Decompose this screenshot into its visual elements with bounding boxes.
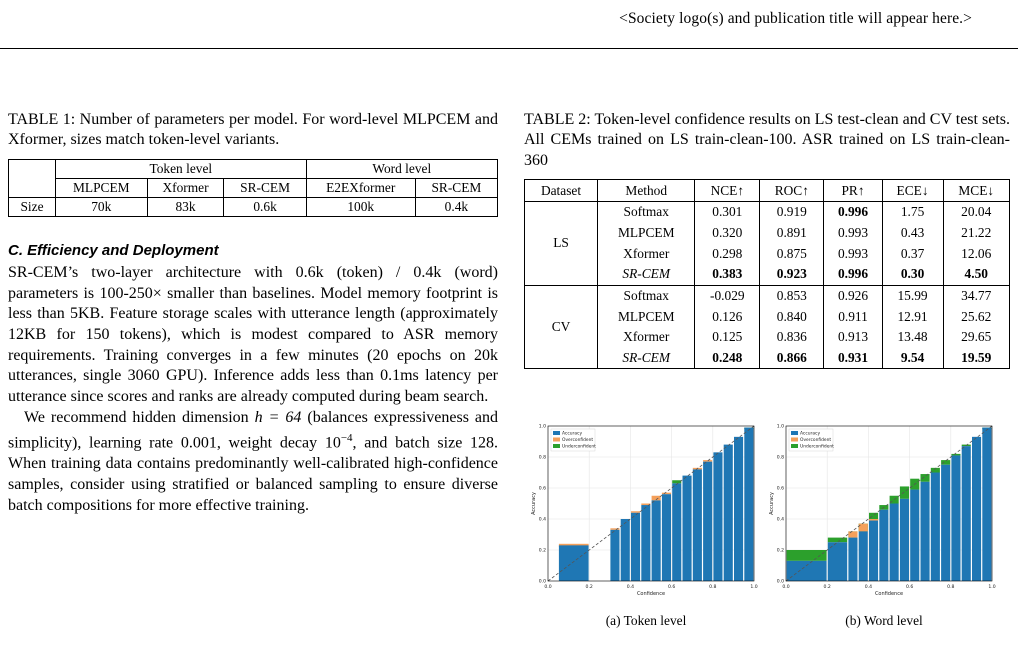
accuracy-bar <box>652 500 661 581</box>
subcaption-word: (b) Word level <box>845 613 923 628</box>
table1-col-header: E2EXformer <box>306 178 415 197</box>
y-tick-label: 0.6 <box>776 486 784 492</box>
y-tick-label: 0.4 <box>776 517 784 523</box>
y-tick-label: 0.4 <box>538 517 546 523</box>
value-cell: 21.22 <box>943 223 1010 244</box>
value-cell: 0.125 <box>695 327 760 348</box>
y-tick-label: 0.6 <box>538 486 546 492</box>
table1-row-label: Size <box>9 197 56 216</box>
accuracy-bar <box>859 531 868 581</box>
table1-caption: TABLE 1: Number of parameters per model. For word-level MLPCEM and Xformer, sizes match token-level variants. <box>8 111 498 149</box>
overconfident-bar <box>869 519 878 521</box>
legend-label: Accuracy <box>562 431 583 437</box>
y-tick-label: 0.0 <box>776 579 784 585</box>
para2-text: , and batch size 128. When training data contains predominantly well-calibrated high-confidence samples, consider using stratified or balanced sampling to ensure diverse batch compositions for more effective training. <box>8 434 499 514</box>
value-cell: 0.913 <box>824 327 882 348</box>
table1-cell: 83k <box>147 197 224 216</box>
value-cell: 0.875 <box>760 243 824 264</box>
accuracy-bar <box>951 455 960 581</box>
value-cell: 0.993 <box>824 223 882 244</box>
underconfident-bar <box>941 460 950 465</box>
table-row <box>525 223 1010 244</box>
paragraph-efficiency: SR-CEM’s two-layer architecture with 0.6k (token) / 0.4k (word) parameters is 100-250× smaller than baselines. Model memory footprint is less than 5KB. Feature storage scales with utterance length (approximately 12KB for 150 tokens), which is modest compared to ASR memory requirements. Training converges in a few minutes (20 epochs on 20k utterances, single 3060 GPU). Inference adds less than 0.1ms latency per utterance since scores and ranks are already computed during beam search. <box>8 263 498 406</box>
value-cell: 15.99 <box>882 285 943 306</box>
chart-legend <box>551 429 596 451</box>
right-column <box>524 110 1010 369</box>
legend-swatch <box>553 444 560 448</box>
value-cell: 0.383 <box>695 264 760 285</box>
table-row <box>525 243 1010 264</box>
method-cell: MLPCEM <box>598 223 695 244</box>
y-tick-label: 0.8 <box>538 455 546 461</box>
accuracy-bar <box>982 428 991 581</box>
value-cell: 0.320 <box>695 223 760 244</box>
legend-label: Accuracy <box>800 431 821 437</box>
y-tick-label: 0.2 <box>776 548 784 554</box>
underconfident-bar <box>787 550 827 561</box>
accuracy-bar <box>610 530 619 581</box>
value-cell: 29.65 <box>943 327 1010 348</box>
table-row <box>525 264 1010 285</box>
table2-header: Dataset <box>525 180 598 202</box>
left-column <box>8 110 498 517</box>
value-cell: 0.923 <box>760 264 824 285</box>
accuracy-bar <box>921 482 930 581</box>
value-cell: 0.43 <box>882 223 943 244</box>
accuracy-bar <box>703 462 712 581</box>
value-cell: 0.993 <box>824 243 882 264</box>
accuracy-bar <box>559 545 589 581</box>
para2-text: We recommend hidden dimension <box>24 408 255 426</box>
table2-header: ROC↑ <box>760 180 824 202</box>
y-tick-label: 0.8 <box>776 455 784 461</box>
accuracy-bar <box>828 542 847 581</box>
table2-header: Method <box>598 180 695 202</box>
table-row <box>525 348 1010 369</box>
value-cell: 12.06 <box>943 243 1010 264</box>
math-decay-exponent: −4 <box>340 432 353 445</box>
legend-label: Underconfident <box>800 444 834 450</box>
section-title: C. Efficiency and Deployment <box>8 241 219 259</box>
value-cell: 0.931 <box>824 348 882 369</box>
table1-col-header: Xformer <box>147 178 224 197</box>
x-tick-label: 0.2 <box>823 585 831 590</box>
table1-cell: 100k <box>306 197 415 216</box>
value-cell: 0.301 <box>695 201 760 222</box>
table2-caption: TABLE 2: Token-level confidence results on LS test-clean and CV test sets. All CEMs trained on LS train-clean-100. ASR trained on LS train-clean-360 <box>524 111 1010 169</box>
reliability-figures <box>530 420 1010 640</box>
x-tick-label: 0.8 <box>709 585 717 590</box>
accuracy-bar <box>662 494 671 581</box>
y-tick-label: 1.0 <box>776 424 784 430</box>
value-cell: 20.04 <box>943 201 1010 222</box>
x-tick-label: 0.6 <box>667 585 676 590</box>
method-cell: MLPCEM <box>598 306 695 327</box>
accuracy-bar <box>693 469 702 581</box>
value-cell: 13.48 <box>882 327 943 348</box>
accuracy-bar <box>787 561 827 581</box>
accuracy-bar <box>713 452 722 581</box>
table1-group-header-word: Word level <box>306 159 497 178</box>
legend-swatch <box>553 431 560 435</box>
overconfident-bar <box>848 531 857 537</box>
table1-col-header: SR-CEM <box>224 178 306 197</box>
accuracy-bar <box>962 446 971 581</box>
accuracy-bar <box>879 510 888 581</box>
x-tick-label: 0.4 <box>626 585 635 590</box>
x-tick-label: 0.6 <box>905 585 914 590</box>
value-cell: 1.75 <box>882 201 943 222</box>
reliability-diagram-token <box>530 420 762 610</box>
legend-swatch <box>791 444 798 448</box>
value-cell: 19.59 <box>943 348 1010 369</box>
table1-cell: 0.4k <box>415 197 497 216</box>
table-row <box>525 306 1010 327</box>
accuracy-bar <box>734 437 743 581</box>
legend-swatch <box>553 438 560 442</box>
x-tick-label: 0.2 <box>585 585 593 590</box>
running-header: <Society logo(s) and publication title will appear here.> <box>619 10 972 27</box>
table1-corner-cell <box>9 159 56 197</box>
y-tick-label: 0.0 <box>538 579 546 585</box>
legend-label: Underconfident <box>562 444 596 450</box>
header-rule <box>0 48 1018 49</box>
results-table <box>524 179 1010 369</box>
subfigure-token <box>530 420 762 628</box>
value-cell: 0.891 <box>760 223 824 244</box>
table1-group-header-token: Token level <box>56 159 307 178</box>
accuracy-bar <box>941 465 950 581</box>
method-cell: Xformer <box>598 243 695 264</box>
value-cell: 4.50 <box>943 264 1010 285</box>
table1-col-header: SR-CEM <box>415 178 497 197</box>
underconfident-bar <box>921 474 930 482</box>
subfigure-word <box>768 420 1000 628</box>
accuracy-bar <box>869 521 878 581</box>
method-cell: Softmax <box>598 201 695 222</box>
value-cell: 0.926 <box>824 285 882 306</box>
legend-swatch <box>791 438 798 442</box>
paragraph-recommendation <box>8 408 498 517</box>
overconfident-bar <box>631 511 640 513</box>
accuracy-bar <box>848 538 857 581</box>
legend-label: Overconfident <box>562 438 594 444</box>
underconfident-bar <box>900 486 909 498</box>
table-row <box>525 327 1010 348</box>
value-cell: 34.77 <box>943 285 1010 306</box>
value-cell: 0.37 <box>882 243 943 264</box>
value-cell: -0.029 <box>695 285 760 306</box>
accuracy-bar <box>631 513 640 581</box>
table2-header: PR↑ <box>824 180 882 202</box>
value-cell: 0.298 <box>695 243 760 264</box>
parameters-table <box>8 159 498 217</box>
accuracy-bar <box>972 437 981 581</box>
legend-swatch <box>791 431 798 435</box>
math-hidden-dim: h = 64 <box>254 408 302 426</box>
math-decay-base: 10 <box>324 434 341 452</box>
x-tick-label: 0.0 <box>544 585 552 590</box>
y-axis-label: Accuracy <box>531 492 537 515</box>
value-cell: 0.919 <box>760 201 824 222</box>
table2-header: MCE↓ <box>943 180 1010 202</box>
reliability-diagram-word <box>768 420 1000 610</box>
accuracy-bar <box>910 490 919 581</box>
value-cell: 0.30 <box>882 264 943 285</box>
method-cell: Xformer <box>598 327 695 348</box>
table1-cell: 70k <box>56 197 148 216</box>
method-cell: SR-CEM <box>598 348 695 369</box>
x-tick-label: 0.4 <box>864 585 873 590</box>
accuracy-bar <box>724 445 733 581</box>
x-axis-label: Confidence <box>636 591 666 597</box>
value-cell: 0.996 <box>824 201 882 222</box>
accuracy-bar <box>890 504 899 582</box>
x-axis-label: Confidence <box>874 591 904 597</box>
accuracy-bar <box>931 473 940 582</box>
value-cell: 0.836 <box>760 327 824 348</box>
table-row <box>525 285 1010 306</box>
value-cell: 0.853 <box>760 285 824 306</box>
value-cell: 25.62 <box>943 306 1010 327</box>
x-tick-label: 0.0 <box>782 585 790 590</box>
overconfident-bar <box>703 460 712 462</box>
accuracy-bar <box>900 499 909 581</box>
value-cell: 0.911 <box>824 306 882 327</box>
dataset-cell-cv: CV <box>525 285 598 369</box>
accuracy-bar <box>683 476 692 581</box>
table-row <box>525 201 1010 222</box>
table2-header: NCE↑ <box>695 180 760 202</box>
accuracy-bar <box>621 519 630 581</box>
value-cell: 0.248 <box>695 348 760 369</box>
underconfident-bar <box>828 538 847 543</box>
y-axis-label: Accuracy <box>769 492 775 515</box>
value-cell: 9.54 <box>882 348 943 369</box>
method-cell: Softmax <box>598 285 695 306</box>
y-tick-label: 1.0 <box>538 424 546 430</box>
underconfident-bar <box>951 454 960 456</box>
table1-cell: 0.6k <box>224 197 306 216</box>
overconfident-bar <box>662 493 671 495</box>
value-cell: 0.840 <box>760 306 824 327</box>
value-cell: 0.126 <box>695 306 760 327</box>
accuracy-bar <box>672 483 681 581</box>
chart-legend <box>789 429 834 451</box>
para2-text: (balances expressiveness and simplicity), learning rate 0.001, weight decay <box>8 408 499 452</box>
value-cell: 0.996 <box>824 264 882 285</box>
dataset-cell-ls: LS <box>525 201 598 285</box>
value-cell: 12.91 <box>882 306 943 327</box>
y-tick-label: 0.2 <box>538 548 546 554</box>
table2-header: ECE↓ <box>882 180 943 202</box>
x-tick-label: 1.0 <box>750 585 758 590</box>
x-tick-label: 0.8 <box>947 585 955 590</box>
method-cell: SR-CEM <box>598 264 695 285</box>
legend-label: Overconfident <box>800 438 832 444</box>
table1-col-header: MLPCEM <box>56 178 148 197</box>
accuracy-bar <box>744 428 753 581</box>
x-tick-label: 1.0 <box>988 585 996 590</box>
subcaption-token: (a) Token level <box>605 613 687 628</box>
value-cell: 0.866 <box>760 348 824 369</box>
accuracy-bar <box>641 505 650 581</box>
